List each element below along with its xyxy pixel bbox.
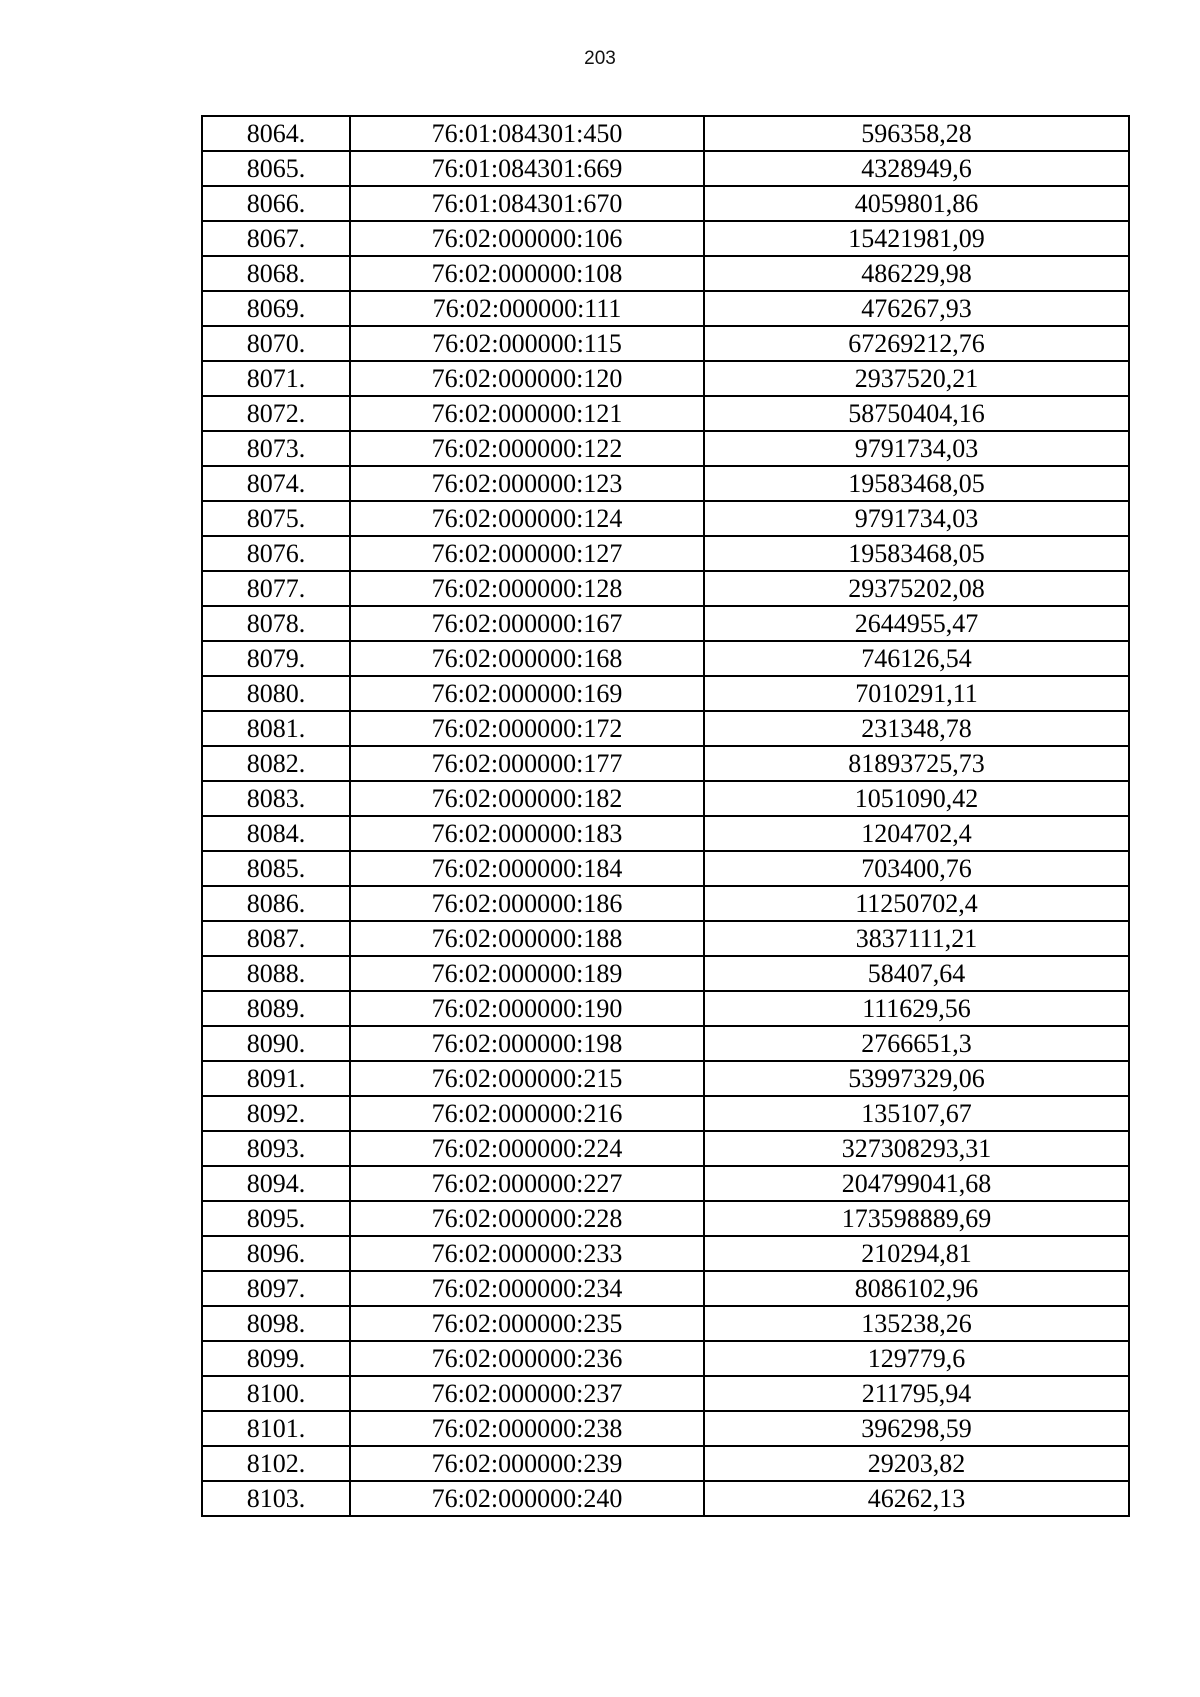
- cadastral-value-cell: 53997329,06: [704, 1061, 1129, 1096]
- cadastral-value-cell: 2644955,47: [704, 606, 1129, 641]
- row-number-cell: 8089.: [202, 991, 350, 1026]
- row-number-cell: 8069.: [202, 291, 350, 326]
- cadastral-value-cell: 2937520,21: [704, 361, 1129, 396]
- cadastral-value-cell: 11250702,4: [704, 886, 1129, 921]
- table-row: [202, 536, 1129, 571]
- table-row: [202, 746, 1129, 781]
- cadastral-value-table: [201, 115, 1130, 1517]
- table-row: [202, 151, 1129, 186]
- cadastral-number-cell: 76:02:000000:111: [350, 291, 704, 326]
- row-number-cell: 8103.: [202, 1481, 350, 1516]
- table-row: [202, 1481, 1129, 1516]
- cadastral-value-cell: 4059801,86: [704, 186, 1129, 221]
- cadastral-number-cell: 76:02:000000:106: [350, 221, 704, 256]
- cadastral-value-cell: 67269212,76: [704, 326, 1129, 361]
- row-number-cell: 8079.: [202, 641, 350, 676]
- table-row: [202, 606, 1129, 641]
- row-number-cell: 8074.: [202, 466, 350, 501]
- table-row: [202, 256, 1129, 291]
- row-number-cell: 8087.: [202, 921, 350, 956]
- row-number-cell: 8084.: [202, 816, 350, 851]
- cadastral-value-cell: 327308293,31: [704, 1131, 1129, 1166]
- row-number-cell: 8077.: [202, 571, 350, 606]
- cadastral-number-cell: 76:02:000000:115: [350, 326, 704, 361]
- table-row: [202, 1201, 1129, 1236]
- table-row: [202, 1166, 1129, 1201]
- table-row: [202, 1096, 1129, 1131]
- cadastral-number-cell: 76:02:000000:239: [350, 1446, 704, 1481]
- cadastral-number-cell: 76:02:000000:198: [350, 1026, 704, 1061]
- cadastral-value-cell: 4328949,6: [704, 151, 1129, 186]
- cadastral-number-cell: 76:02:000000:235: [350, 1306, 704, 1341]
- cadastral-number-cell: 76:02:000000:224: [350, 1131, 704, 1166]
- cadastral-value-cell: 19583468,05: [704, 466, 1129, 501]
- row-number-cell: 8100.: [202, 1376, 350, 1411]
- cadastral-number-cell: 76:02:000000:216: [350, 1096, 704, 1131]
- cadastral-number-cell: 76:02:000000:123: [350, 466, 704, 501]
- cadastral-number-cell: 76:02:000000:237: [350, 1376, 704, 1411]
- cadastral-value-cell: 46262,13: [704, 1481, 1129, 1516]
- row-number-cell: 8091.: [202, 1061, 350, 1096]
- cadastral-value-cell: 476267,93: [704, 291, 1129, 326]
- table-row: [202, 396, 1129, 431]
- row-number-cell: 8064.: [202, 116, 350, 151]
- cadastral-number-cell: 76:02:000000:121: [350, 396, 704, 431]
- row-number-cell: 8065.: [202, 151, 350, 186]
- row-number-cell: 8101.: [202, 1411, 350, 1446]
- cadastral-value-cell: 703400,76: [704, 851, 1129, 886]
- table-row: [202, 466, 1129, 501]
- row-number-cell: 8066.: [202, 186, 350, 221]
- table-row: [202, 1306, 1129, 1341]
- cadastral-value-cell: 173598889,69: [704, 1201, 1129, 1236]
- row-number-cell: 8088.: [202, 956, 350, 991]
- cadastral-number-cell: 76:02:000000:128: [350, 571, 704, 606]
- table-row: [202, 116, 1129, 151]
- cadastral-value-cell: 204799041,68: [704, 1166, 1129, 1201]
- row-number-cell: 8094.: [202, 1166, 350, 1201]
- cadastral-value-cell: 19583468,05: [704, 536, 1129, 571]
- table-row: [202, 991, 1129, 1026]
- cadastral-value-cell: 129779,6: [704, 1341, 1129, 1376]
- cadastral-number-cell: 76:02:000000:127: [350, 536, 704, 571]
- cadastral-value-cell: 135238,26: [704, 1306, 1129, 1341]
- cadastral-number-cell: 76:02:000000:169: [350, 676, 704, 711]
- page-number: 203: [584, 48, 616, 69]
- cadastral-number-cell: 76:02:000000:120: [350, 361, 704, 396]
- cadastral-value-cell: 29375202,08: [704, 571, 1129, 606]
- cadastral-value-cell: 486229,98: [704, 256, 1129, 291]
- row-number-cell: 8078.: [202, 606, 350, 641]
- row-number-cell: 8075.: [202, 501, 350, 536]
- table-row: [202, 956, 1129, 991]
- cadastral-value-cell: 746126,54: [704, 641, 1129, 676]
- cadastral-number-cell: 76:01:084301:669: [350, 151, 704, 186]
- cadastral-value-cell: 9791734,03: [704, 501, 1129, 536]
- cadastral-number-cell: 76:02:000000:167: [350, 606, 704, 641]
- table-row: [202, 816, 1129, 851]
- table-row: [202, 571, 1129, 606]
- table-row: [202, 1131, 1129, 1166]
- cadastral-value-cell: 58407,64: [704, 956, 1129, 991]
- row-number-cell: 8080.: [202, 676, 350, 711]
- table-row: [202, 641, 1129, 676]
- cadastral-value-cell: 9791734,03: [704, 431, 1129, 466]
- table-row: [202, 886, 1129, 921]
- cadastral-number-cell: 76:02:000000:168: [350, 641, 704, 676]
- cadastral-number-cell: 76:02:000000:122: [350, 431, 704, 466]
- table-row: [202, 1446, 1129, 1481]
- cadastral-value-cell: 2766651,3: [704, 1026, 1129, 1061]
- cadastral-value-cell: 3837111,21: [704, 921, 1129, 956]
- table-row: [202, 921, 1129, 956]
- table-row: [202, 1026, 1129, 1061]
- cadastral-number-cell: 76:02:000000:182: [350, 781, 704, 816]
- row-number-cell: 8070.: [202, 326, 350, 361]
- cadastral-number-cell: 76:02:000000:190: [350, 991, 704, 1026]
- table-row: [202, 186, 1129, 221]
- row-number-cell: 8097.: [202, 1271, 350, 1306]
- row-number-cell: 8092.: [202, 1096, 350, 1131]
- table-row: [202, 781, 1129, 816]
- cadastral-number-cell: 76:02:000000:227: [350, 1166, 704, 1201]
- cadastral-value-cell: 15421981,09: [704, 221, 1129, 256]
- row-number-cell: 8096.: [202, 1236, 350, 1271]
- table-body: [202, 116, 1129, 1516]
- table-row: [202, 1236, 1129, 1271]
- row-number-cell: 8099.: [202, 1341, 350, 1376]
- cadastral-value-cell: 8086102,96: [704, 1271, 1129, 1306]
- cadastral-number-cell: 76:02:000000:188: [350, 921, 704, 956]
- cadastral-value-cell: 211795,94: [704, 1376, 1129, 1411]
- table-row: [202, 501, 1129, 536]
- row-number-cell: 8090.: [202, 1026, 350, 1061]
- cadastral-value-cell: 210294,81: [704, 1236, 1129, 1271]
- row-number-cell: 8082.: [202, 746, 350, 781]
- cadastral-value-cell: 111629,56: [704, 991, 1129, 1026]
- cadastral-number-cell: 76:02:000000:177: [350, 746, 704, 781]
- cadastral-value-cell: 58750404,16: [704, 396, 1129, 431]
- cadastral-number-cell: 76:02:000000:184: [350, 851, 704, 886]
- table-row: [202, 291, 1129, 326]
- cadastral-number-cell: 76:02:000000:233: [350, 1236, 704, 1271]
- table-row: [202, 1341, 1129, 1376]
- cadastral-number-cell: 76:02:000000:215: [350, 1061, 704, 1096]
- cadastral-number-cell: 76:02:000000:236: [350, 1341, 704, 1376]
- table-row: [202, 1376, 1129, 1411]
- cadastral-value-cell: 7010291,11: [704, 676, 1129, 711]
- cadastral-number-cell: 76:02:000000:186: [350, 886, 704, 921]
- cadastral-number-cell: 76:02:000000:238: [350, 1411, 704, 1446]
- row-number-cell: 8076.: [202, 536, 350, 571]
- row-number-cell: 8098.: [202, 1306, 350, 1341]
- cadastral-number-cell: 76:02:000000:189: [350, 956, 704, 991]
- cadastral-value-cell: 596358,28: [704, 116, 1129, 151]
- row-number-cell: 8081.: [202, 711, 350, 746]
- table-row: [202, 851, 1129, 886]
- cadastral-number-cell: 76:02:000000:108: [350, 256, 704, 291]
- cadastral-value-cell: 1051090,42: [704, 781, 1129, 816]
- cadastral-number-cell: 76:02:000000:240: [350, 1481, 704, 1516]
- row-number-cell: 8093.: [202, 1131, 350, 1166]
- row-number-cell: 8083.: [202, 781, 350, 816]
- row-number-cell: 8085.: [202, 851, 350, 886]
- table-row: [202, 221, 1129, 256]
- cadastral-number-cell: 76:02:000000:172: [350, 711, 704, 746]
- table-row: [202, 431, 1129, 466]
- cadastral-value-cell: 396298,59: [704, 1411, 1129, 1446]
- cadastral-number-cell: 76:02:000000:183: [350, 816, 704, 851]
- row-number-cell: 8067.: [202, 221, 350, 256]
- table-row: [202, 326, 1129, 361]
- row-number-cell: 8071.: [202, 361, 350, 396]
- cadastral-value-cell: 29203,82: [704, 1446, 1129, 1481]
- table-row: [202, 361, 1129, 396]
- cadastral-value-cell: 231348,78: [704, 711, 1129, 746]
- table-row: [202, 676, 1129, 711]
- row-number-cell: 8095.: [202, 1201, 350, 1236]
- cadastral-value-cell: 1204702,4: [704, 816, 1129, 851]
- row-number-cell: 8086.: [202, 886, 350, 921]
- table-row: [202, 1061, 1129, 1096]
- cadastral-number-cell: 76:02:000000:124: [350, 501, 704, 536]
- row-number-cell: 8102.: [202, 1446, 350, 1481]
- cadastral-number-cell: 76:01:084301:670: [350, 186, 704, 221]
- row-number-cell: 8072.: [202, 396, 350, 431]
- cadastral-number-cell: 76:02:000000:228: [350, 1201, 704, 1236]
- table-row: [202, 1411, 1129, 1446]
- cadastral-number-cell: 76:02:000000:234: [350, 1271, 704, 1306]
- row-number-cell: 8068.: [202, 256, 350, 291]
- table-row: [202, 711, 1129, 746]
- cadastral-number-cell: 76:01:084301:450: [350, 116, 704, 151]
- row-number-cell: 8073.: [202, 431, 350, 466]
- table-row: [202, 1271, 1129, 1306]
- cadastral-value-cell: 81893725,73: [704, 746, 1129, 781]
- cadastral-value-cell: 135107,67: [704, 1096, 1129, 1131]
